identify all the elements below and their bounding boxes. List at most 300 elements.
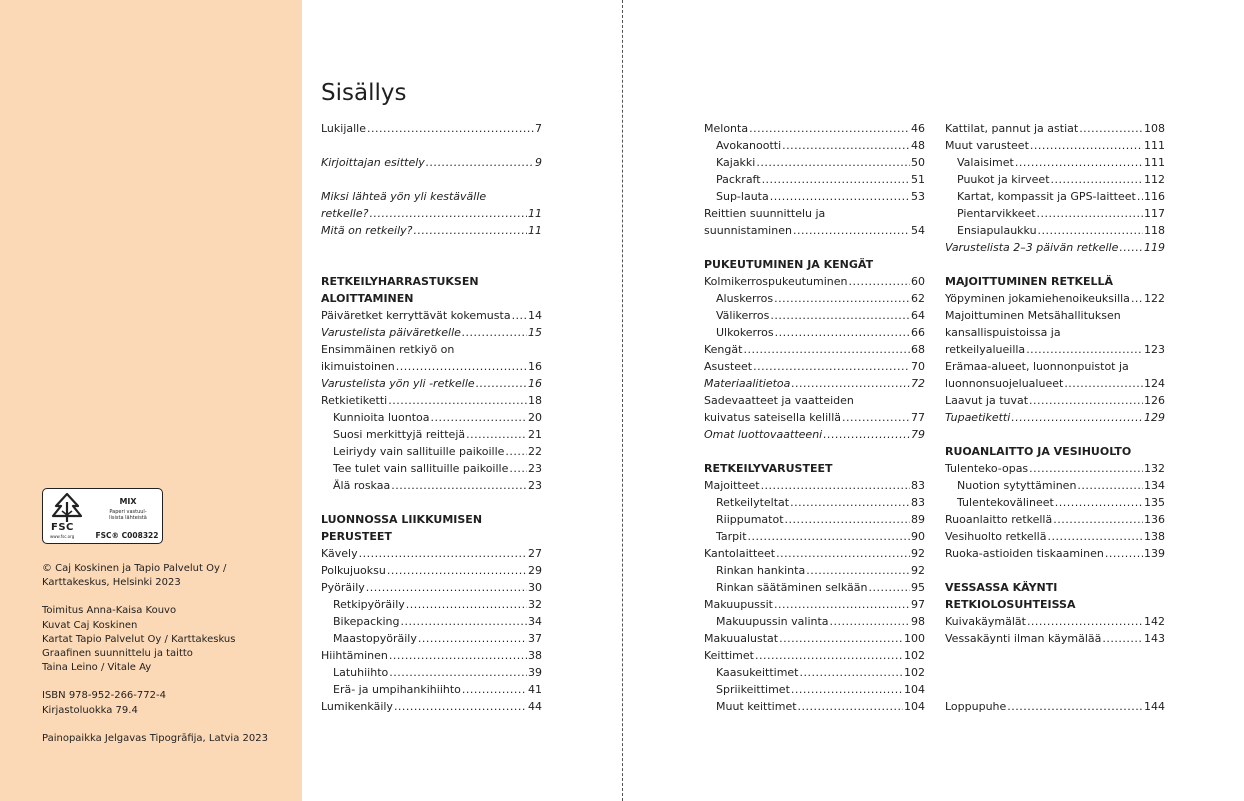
toc-entry	[321, 120, 542, 137]
toc-entry	[321, 698, 542, 715]
toc-entry-line: Reittien suunnittelu ja	[704, 207, 826, 220]
toc-leader-dots	[367, 120, 534, 137]
toc-leader-dots	[1053, 511, 1143, 528]
toc-entry-title: Majoitteet	[704, 479, 760, 492]
toc-leader-dots	[476, 375, 527, 392]
toc-spacer	[945, 562, 1165, 579]
toc-leader-dots	[369, 205, 527, 222]
toc-entry	[704, 579, 925, 596]
toc-leader-dots	[1064, 375, 1143, 392]
toc-leader-dots	[387, 562, 527, 579]
toc-page-number: 79	[911, 428, 925, 441]
toc-entry-line: Sadevaatteet ja vaatteiden	[704, 394, 854, 407]
toc-entry-title: Varustelista päiväretkelle	[321, 326, 461, 339]
toc-entry-title: Riippumatot	[716, 513, 784, 526]
toc-leader-dots	[790, 494, 910, 511]
toc-leader-dots	[401, 613, 528, 630]
toc-entry-title: Kattilat, pannut ja astiat	[945, 122, 1079, 135]
toc-spacer	[945, 426, 1165, 443]
toc-leader-dots	[1007, 698, 1143, 715]
toc-column-1	[321, 120, 542, 715]
toc-entry	[704, 545, 925, 562]
toc-leader-dots	[389, 647, 527, 664]
toc-leader-dots	[359, 545, 527, 562]
toc-page-number: 83	[911, 479, 925, 492]
toc-page-number: 129	[1144, 411, 1165, 424]
toc-page-number: 77	[911, 411, 925, 424]
toc-entry-title: Ensiapulaukku	[957, 224, 1037, 237]
fsc-web: www.fsc.org	[50, 534, 75, 539]
toc-entry-title: Puukot ja kirveet	[957, 173, 1050, 186]
toc-leader-dots	[791, 375, 910, 392]
toc-section-heading: PUKEUTUMINEN JA KENGÄT	[704, 258, 874, 271]
imprint-block	[42, 604, 292, 675]
toc-entry	[321, 426, 542, 443]
toc-column-3	[945, 120, 1165, 715]
toc-entry-title: Leiriydy vain sallituille paikoille	[333, 445, 505, 458]
toc-page-number: 11	[528, 224, 542, 237]
toc-entry-title: Ruoanlaitto retkellä	[945, 513, 1053, 526]
toc-entry	[321, 324, 542, 341]
fsc-tree-icon	[48, 492, 86, 524]
toc-entry-title: Tarpit	[716, 530, 747, 543]
toc-leader-dots	[793, 222, 910, 239]
toc-entry-title: Rinkan hankinta	[716, 564, 806, 577]
toc-page-number: 72	[911, 377, 925, 390]
toc-leader-dots	[1038, 222, 1143, 239]
toc-entry-title: Latuhiihto	[333, 666, 389, 679]
toc-entry	[321, 664, 542, 681]
toc-leader-dots	[830, 613, 910, 630]
toc-leader-dots	[1051, 171, 1143, 188]
toc-leader-dots	[389, 664, 527, 681]
toc-leader-dots	[806, 562, 910, 579]
toc-entry-title: Makuualustat	[704, 632, 779, 645]
toc-leader-dots	[1037, 205, 1143, 222]
toc-leader-dots	[509, 460, 527, 477]
toc-page-number: 112	[1144, 173, 1165, 186]
toc-entry-title: Packraft	[716, 173, 761, 186]
toc-leader-dots	[791, 681, 903, 698]
toc-leader-dots	[779, 630, 903, 647]
toc-entry-title: Aluskerros	[716, 292, 774, 305]
toc-entry-title: Tulentekovälineet	[957, 496, 1054, 509]
toc-leader-dots	[426, 154, 534, 171]
toc-entry-title: Maastopyöräily	[333, 632, 417, 645]
toc-section-heading: RETKEILYHARRASTUKSEN	[321, 275, 479, 288]
toc-page-number: 53	[911, 190, 925, 203]
toc-entry-title: Mitä on retkeily?	[321, 224, 413, 237]
toc-entry	[945, 409, 1165, 426]
imprint-line: Toimitus Anna-Kaisa Kouvo	[42, 605, 177, 617]
toc-page-number: 108	[1144, 122, 1165, 135]
toc-entry	[321, 477, 542, 494]
toc-page-number: 138	[1144, 530, 1165, 543]
toc-entry-title: Varustelista yön yli -retkelle	[321, 377, 475, 390]
page-title: Sisällys	[321, 80, 407, 106]
toc-page-number: 7	[535, 122, 542, 135]
toc-entry	[321, 222, 542, 239]
toc-entry-title: retkelle?	[321, 207, 369, 220]
toc-page-number: 83	[911, 496, 925, 509]
toc-entry-title: Kantolaitteet	[704, 547, 776, 560]
toc-entry	[704, 137, 925, 154]
toc-page-number: 29	[528, 564, 542, 577]
toc-entry-line: kansallispuistoissa ja	[945, 326, 1061, 339]
toc-page-number: 20	[528, 411, 542, 424]
toc-page-number: 60	[911, 275, 925, 288]
toc-leader-dots	[1029, 460, 1143, 477]
toc-leader-dots	[1077, 477, 1143, 494]
toc-leader-dots	[394, 698, 527, 715]
toc-spacer	[704, 443, 925, 460]
toc-page-number: 44	[528, 700, 542, 713]
toc-entry	[321, 647, 542, 664]
toc-entry	[704, 324, 925, 341]
toc-entry-title: Kolmikerrospukeutuminen	[704, 275, 848, 288]
toc-entry-title: Valaisimet	[957, 156, 1014, 169]
toc-entry	[945, 188, 1165, 205]
toc-page-number: 39	[528, 666, 542, 679]
toc-entry	[704, 698, 925, 715]
toc-entry-title: Polkujuoksu	[321, 564, 386, 577]
toc-leader-dots	[418, 630, 527, 647]
toc-leader-dots	[776, 545, 910, 562]
toc-leader-dots	[1030, 137, 1143, 154]
toc-leader-dots	[1027, 613, 1143, 630]
toc-page-number: 139	[1144, 547, 1165, 560]
toc-entry	[704, 511, 925, 528]
toc-entry	[945, 494, 1165, 511]
toc-entry	[321, 562, 542, 579]
imprint-line: Karttakeskus, Helsinki 2023	[42, 577, 181, 589]
toc-page-number: 92	[911, 547, 925, 560]
toc-page-number: 119	[1144, 241, 1165, 254]
toc-entry	[945, 698, 1165, 715]
toc-entry	[704, 188, 925, 205]
toc-entry-title: Tulenteko-opas	[945, 462, 1029, 475]
toc-entry-title: Sup-lauta	[716, 190, 769, 203]
toc-section-heading: RUOANLAITTO JA VESIHUOLTO	[945, 445, 1132, 458]
toc-spacer	[321, 494, 542, 511]
fsc-wordmark: FSC	[51, 522, 74, 533]
toc-entry-title: Retkipyöräily	[333, 598, 405, 611]
toc-entry-title: Keittimet	[704, 649, 754, 662]
toc-entry	[945, 239, 1165, 256]
toc-leader-dots	[391, 477, 527, 494]
imprint-line: Kuvat Caj Koskinen	[42, 619, 138, 631]
toc-page-number: 104	[904, 700, 925, 713]
toc-entry-line: Ensimmäinen retkiyö on	[321, 343, 455, 356]
toc-entry	[321, 307, 542, 324]
toc-entry-title: Spriikeittimet	[716, 683, 790, 696]
toc-spacer	[321, 171, 542, 188]
toc-entry-title: Ulkokerros	[716, 326, 774, 339]
toc-entry	[704, 426, 925, 443]
fsc-code: FSC® C008322	[95, 531, 159, 540]
toc-leader-dots	[505, 443, 527, 460]
imprint-line: Taina Leino / Vitale Ay	[42, 662, 152, 674]
toc-leader-dots	[799, 664, 903, 681]
toc-section-heading: PERUSTEET	[321, 530, 392, 543]
toc-section-heading: VESSASSA KÄYNTI	[945, 581, 1058, 594]
toc-page-number: 132	[1144, 462, 1165, 475]
toc-page-number: 11	[528, 207, 542, 220]
toc-entry	[945, 120, 1165, 137]
toc-leader-dots	[753, 358, 910, 375]
toc-page-number: 68	[911, 343, 925, 356]
toc-entry-title: Vesihuolto retkellä	[945, 530, 1047, 543]
toc-leader-dots	[1047, 528, 1143, 545]
toc-leader-dots	[842, 409, 910, 426]
toc-entry	[704, 477, 925, 494]
toc-entry	[945, 528, 1165, 545]
toc-entry-title: Kengät	[704, 343, 743, 356]
toc-leader-dots	[431, 409, 528, 426]
toc-page-number: 90	[911, 530, 925, 543]
toc-page-number: 98	[911, 615, 925, 628]
toc-page-number: 14	[528, 309, 542, 322]
toc-entry-title: Kävely	[321, 547, 358, 560]
toc-leader-dots	[1015, 154, 1143, 171]
toc-entry	[704, 647, 925, 664]
toc-entry-title: Bikepacking	[333, 615, 400, 628]
toc-entry	[321, 545, 542, 562]
toc-page-number: 111	[1144, 139, 1165, 152]
toc-entry-title: Makuupussit	[704, 598, 773, 611]
toc-page-number: 46	[911, 122, 925, 135]
toc-page-number: 15	[528, 326, 542, 339]
toc-leader-dots	[1137, 188, 1143, 205]
toc-entry	[704, 613, 925, 630]
toc-leader-dots	[774, 290, 910, 307]
toc-leader-dots	[462, 324, 527, 341]
toc-page-number: 30	[528, 581, 542, 594]
toc-entry	[945, 341, 1165, 358]
toc-page-number: 123	[1144, 343, 1165, 356]
toc-entry-title: Omat luottovaatteeni	[704, 428, 823, 441]
toc-entry	[321, 596, 542, 613]
toc-section-heading: LUONNOSSA LIIKKUMISEN	[321, 513, 483, 526]
toc-page-number: 38	[528, 649, 542, 662]
imprint-line: Graafinen suunnittelu ja taitto	[42, 648, 193, 660]
imprint-line: Kartat Tapio Palvelut Oy / Karttakeskus	[42, 633, 236, 645]
toc-entry	[945, 205, 1165, 222]
toc-entry	[945, 154, 1165, 171]
toc-leader-dots	[366, 579, 527, 596]
toc-entry	[945, 171, 1165, 188]
toc-entry	[321, 613, 542, 630]
toc-page-number: 126	[1144, 394, 1165, 407]
toc-spacer	[945, 256, 1165, 273]
toc-page-number: 23	[528, 462, 542, 475]
toc-entry-title: retkeilyalueilla	[945, 343, 1026, 356]
toc-page-number: 124	[1144, 377, 1165, 390]
toc-entry-title: Materiaalitietoa	[704, 377, 791, 390]
toc-entry-title: Kunnioita luontoa	[333, 411, 430, 424]
toc-leader-dots	[762, 171, 910, 188]
toc-leader-dots	[1055, 494, 1143, 511]
toc-section-heading: MAJOITTUMINEN RETKELLÄ	[945, 275, 1114, 288]
toc-leader-dots	[748, 528, 910, 545]
toc-leader-dots	[761, 477, 910, 494]
toc-page-number: 48	[911, 139, 925, 152]
toc-leader-dots	[388, 392, 527, 409]
toc-leader-dots	[848, 273, 910, 290]
toc-page-number: 9	[535, 156, 542, 169]
toc-entry-title: Hiihtäminen	[321, 649, 388, 662]
toc-page-number: 142	[1144, 615, 1165, 628]
toc-page-number: 89	[911, 513, 925, 526]
toc-entry-title: Välikerros	[716, 309, 770, 322]
fsc-logo	[42, 488, 163, 544]
toc-page-number: 104	[904, 683, 925, 696]
toc-leader-dots	[1102, 630, 1143, 647]
toc-leader-dots	[770, 307, 910, 324]
toc-page-number: 111	[1144, 156, 1165, 169]
toc-leader-dots	[782, 137, 910, 154]
toc-page-number: 92	[911, 564, 925, 577]
toc-leader-dots	[1105, 545, 1143, 562]
toc-spacer	[945, 681, 1165, 698]
toc-leader-dots	[775, 324, 910, 341]
toc-entry	[704, 120, 925, 137]
toc-entry	[945, 137, 1165, 154]
toc-entry	[704, 171, 925, 188]
toc-entry	[704, 375, 925, 392]
toc-entry-title: Kirjoittajan esittely	[321, 156, 425, 169]
toc-entry	[945, 613, 1165, 630]
toc-leader-dots	[396, 358, 527, 375]
toc-entry-title: Päiväretket kerryttävät kokemusta	[321, 309, 511, 322]
imprint-block	[42, 689, 292, 717]
toc-entry	[704, 307, 925, 324]
toc-column-2	[704, 120, 925, 715]
toc-entry-title: Kajakki	[716, 156, 756, 169]
toc-page-number: 102	[904, 649, 925, 662]
toc-entry	[945, 290, 1165, 307]
fsc-description: Paperi vastuul- lisista lähteistä	[109, 509, 147, 521]
toc-entry-title: Yöpyminen jokamiehenoikeuksilla	[945, 292, 1130, 305]
toc-entry	[704, 562, 925, 579]
toc-page-number: 22	[528, 445, 542, 458]
toc-leader-dots	[869, 579, 911, 596]
toc-entry-title: luonnonsuojelualueet	[945, 377, 1064, 390]
toc-leader-dots	[785, 511, 910, 528]
toc-leader-dots	[1119, 239, 1143, 256]
toc-page-number: 134	[1144, 479, 1165, 492]
toc-entry-title: Ruoka-astioiden tiskaaminen	[945, 547, 1104, 560]
toc-entry-title: Lumikenkäily	[321, 700, 393, 713]
toc-spacer	[321, 256, 542, 273]
toc-leader-dots	[512, 307, 527, 324]
toc-entry	[321, 630, 542, 647]
toc-entry	[704, 290, 925, 307]
toc-leader-dots	[1029, 392, 1143, 409]
toc-entry	[704, 358, 925, 375]
toc-page-number: 144	[1144, 700, 1165, 713]
toc-entry	[945, 630, 1165, 647]
toc-entry-title: Rinkan säätäminen selkään	[716, 581, 868, 594]
toc-entry-line: Erämaa-alueet, luonnonpuistot ja	[945, 360, 1129, 373]
toc-page-number: 122	[1144, 292, 1165, 305]
toc-entry	[321, 154, 542, 171]
imprint-line: Painopaikka Jelgavas Tipogrāfija, Latvia 2023	[42, 732, 268, 744]
toc-entry	[321, 358, 542, 375]
toc-entry	[321, 681, 542, 698]
toc-entry-title: Makuupussin valinta	[716, 615, 829, 628]
toc-page-number: 41	[528, 683, 542, 696]
toc-entry-title: ikimuistoinen	[321, 360, 395, 373]
toc-page-number: 95	[911, 581, 925, 594]
toc-entry	[704, 409, 925, 426]
toc-leader-dots	[1026, 341, 1143, 358]
imprint-line: © Caj Koskinen ja Tapio Palvelut Oy /	[42, 563, 227, 574]
toc-entry-title: Älä roskaa	[333, 479, 391, 492]
toc-page-number: 37	[528, 632, 542, 645]
toc-entry	[945, 511, 1165, 528]
toc-entry	[704, 222, 925, 239]
toc-leader-dots	[743, 341, 910, 358]
toc-entry	[321, 409, 542, 426]
toc-entry-line: Majoittuminen Metsähallituksen	[945, 309, 1121, 322]
toc-page-number: 135	[1144, 496, 1165, 509]
toc-page-number: 16	[528, 360, 542, 373]
toc-page-number: 32	[528, 598, 542, 611]
toc-entry	[321, 579, 542, 596]
toc-leader-dots	[414, 222, 528, 239]
toc-spacer	[321, 239, 542, 256]
toc-leader-dots	[756, 154, 910, 171]
toc-entry-title: Retkietiketti	[321, 394, 388, 407]
toc-entry-title: Tupaetiketti	[945, 411, 1011, 424]
toc-page-number: 62	[911, 292, 925, 305]
toc-entry	[321, 460, 542, 477]
toc-page-number: 54	[911, 224, 925, 237]
toc-page-number: 70	[911, 360, 925, 373]
toc-entry	[945, 222, 1165, 239]
toc-page-number: 136	[1144, 513, 1165, 526]
fsc-mix: MIX	[119, 497, 137, 506]
toc-entry-title: Kartat, kompassit ja GPS-laitteet	[957, 190, 1136, 203]
toc-entry	[945, 460, 1165, 477]
toc-entry-title: Avokanootti	[716, 139, 782, 152]
toc-entry-title: Tee tulet vain sallituille paikoille	[333, 462, 509, 475]
toc-entry-title: kuivatus sateisella kelillä	[704, 411, 841, 424]
toc-page-number: 143	[1144, 632, 1165, 645]
toc-page-number: 16	[528, 377, 542, 390]
toc-leader-dots	[462, 681, 527, 698]
toc-entry-title: Muut keittimet	[716, 700, 797, 713]
toc-spacer	[704, 239, 925, 256]
toc-page-number: 66	[911, 326, 925, 339]
toc-entry-title: Asusteet	[704, 360, 753, 373]
toc-entry	[945, 545, 1165, 562]
toc-entry-line: Miksi lähteä yön yli kestävälle	[321, 190, 487, 203]
imprint-block	[42, 732, 292, 746]
toc-entry-title: Suosi merkittyjä reittejä	[333, 428, 466, 441]
toc-page-number: 21	[528, 428, 542, 441]
toc-leader-dots	[823, 426, 910, 443]
toc-entry	[945, 392, 1165, 409]
toc-page-number: 27	[528, 547, 542, 560]
toc-leader-dots	[774, 596, 910, 613]
toc-entry	[704, 596, 925, 613]
toc-entry	[321, 205, 542, 222]
toc-page-number: 51	[911, 173, 925, 186]
toc-leader-dots	[798, 698, 903, 715]
toc-entry-title: Muut varusteet	[945, 139, 1029, 152]
